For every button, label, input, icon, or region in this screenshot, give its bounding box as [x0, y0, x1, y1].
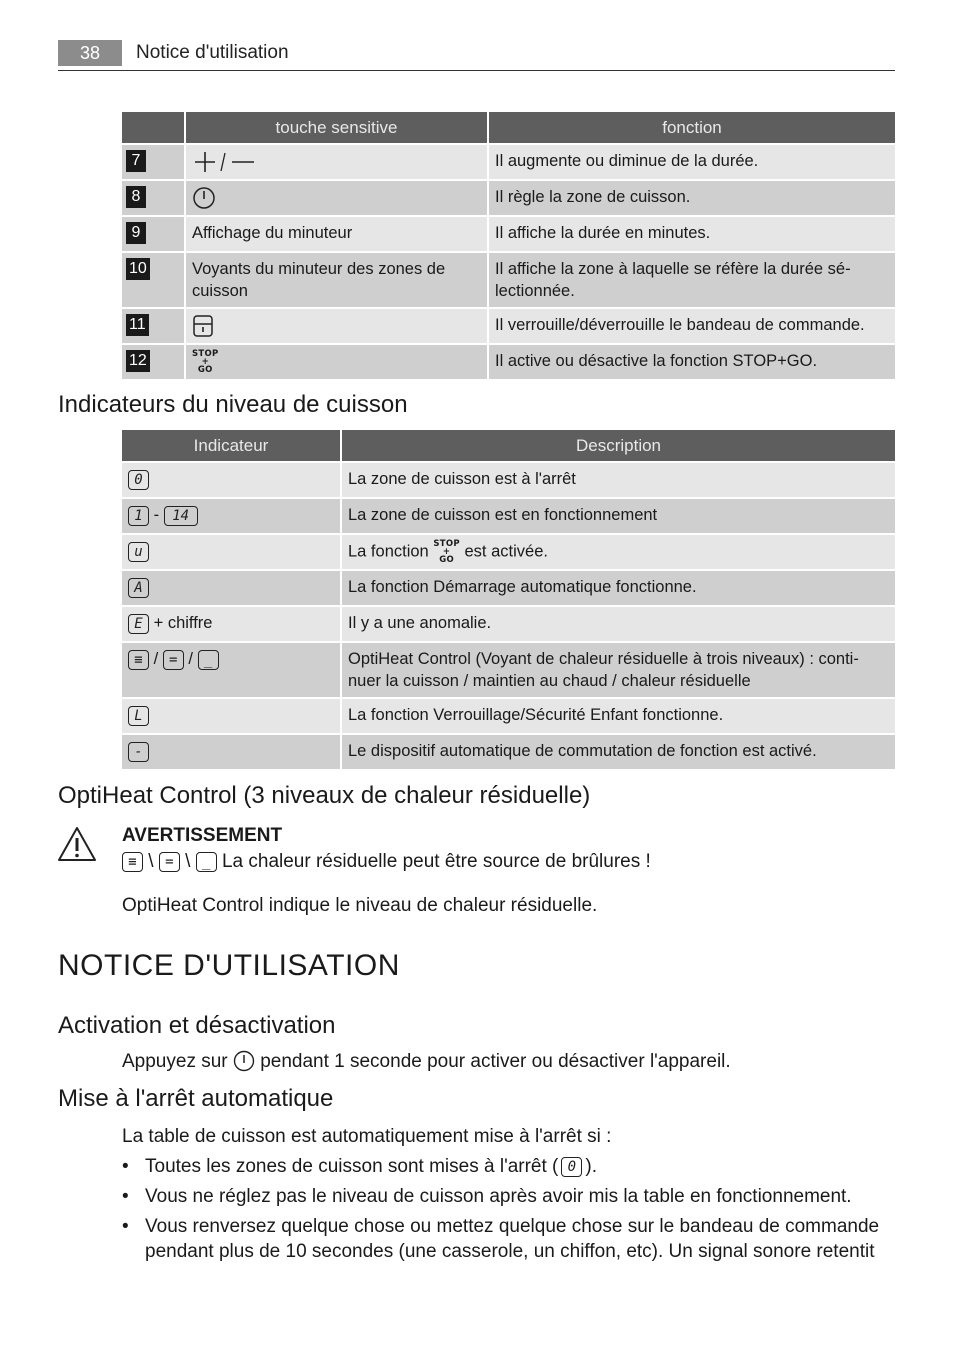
row-number: 7 [126, 150, 146, 172]
indicator-glyph: = [159, 852, 180, 872]
bullet-dot: • [122, 1186, 129, 1207]
warning-title: AVERTISSEMENT [122, 825, 283, 846]
section-title-auto-off: Mise à l'arrêt automatique [58, 1085, 334, 1112]
stop-go-bottom: GO [197, 365, 213, 375]
table-row [122, 735, 895, 769]
table-header-indicator: Indicateur [122, 430, 340, 461]
running-title: Notice d'utilisation [136, 42, 289, 63]
list-item: • Vous renversez quelque chose ou mettez quelque chose sur le bandeau de commande pendant plus de 10 secondes (une casserole, un chiffon, etc). Un signal sonore retentit [122, 1216, 880, 1262]
lock-icon [192, 314, 214, 338]
indicator-glyph: 1 [128, 506, 149, 526]
indicator-glyph: 14 [164, 506, 198, 526]
timer-icon [192, 186, 216, 210]
stop-go-icon [192, 350, 219, 374]
function-cell: Il verrouille/déverrouille le bandeau de commande. [489, 309, 895, 343]
table-row [122, 345, 895, 379]
table-row [122, 309, 895, 343]
description-cell: La fonction STOP + GO est activée. [342, 535, 895, 569]
main-title: NOTICE D'UTILISATION [58, 949, 400, 982]
table-header-key: touche sensitive [186, 112, 487, 143]
description-cell: OptiHeat Control (Voyant de chaleur résiduelle à trois niveaux) : conti-nuer la cuisson / maintien au chaud / chaleur résiduelle [342, 643, 895, 697]
indicator-suffix: + chiffre [153, 614, 213, 632]
table-row [122, 463, 895, 497]
description-cell: La fonction Verrouillage/Sécurité Enfant fonctionne. [342, 699, 895, 733]
table-row [122, 571, 895, 605]
row-number: 8 [126, 186, 146, 208]
section-title-activation: Activation et désactivation [58, 1012, 336, 1039]
table-row [122, 217, 895, 251]
list-item: • Toutes les zones de cuisson sont mises à l'arrêt ( 0 ). [122, 1156, 597, 1177]
table-header-description: Description [342, 430, 895, 461]
description-cell: Le dispositif automatique de commutation de fonction est activé. [342, 735, 895, 769]
auto-off-intro: La table de cuisson est automatiquement mise à l'arrêt si : [122, 1126, 612, 1147]
indicator-glyph: ≡ [122, 852, 143, 872]
table-row [122, 145, 895, 179]
indicator-glyph: 0 [128, 470, 149, 490]
bullet-dot: • [122, 1216, 129, 1237]
warning-icon [57, 826, 97, 862]
optiheat-info: OptiHeat Control indique le niveau de chaleur résiduelle. [122, 895, 598, 916]
activation-text: Appuyez sur pendant 1 seconde pour activer ou désactiver l'appareil. [122, 1051, 731, 1072]
plus-minus-icon [192, 151, 256, 173]
description-cell: La zone de cuisson est à l'arrêt [342, 463, 895, 497]
function-cell: Il règle la zone de cuisson. [489, 181, 895, 215]
indicator-glyph: _ [196, 852, 217, 872]
row-number: 12 [126, 350, 150, 372]
table-header-function: fonction [489, 112, 895, 143]
row-number: 11 [126, 314, 149, 336]
indicator-glyph: L [128, 706, 149, 726]
table-row [122, 499, 895, 533]
indicator-glyph: A [128, 578, 149, 598]
stop-go-icon: STOP + GO [433, 539, 460, 565]
indicator-glyph: _ [198, 650, 219, 670]
function-cell: Il augmente ou diminue de la durée. [489, 145, 895, 179]
table-row: ≡ / = / _ OptiHeat Control (Voyant de chaleur résiduelle à trois niveaux) : conti-nuer la cuisson / maintien au chaud / chaleur résiduelle [122, 643, 895, 697]
key-cell: Affichage du minuteur [186, 217, 487, 251]
sensor-keys-table [120, 110, 897, 381]
table-row [122, 253, 895, 307]
section-title-indicators: Indicateurs du niveau de cuisson [58, 391, 408, 418]
indicator-glyph: u [128, 542, 149, 562]
table-row [122, 535, 895, 569]
row-number: 9 [126, 222, 146, 244]
header-rule [58, 70, 895, 71]
description-cell: La fonction Démarrage automatique fonctionne. [342, 571, 895, 605]
table-row [122, 607, 895, 641]
function-cell: Il affiche la durée en minutes. [489, 217, 895, 251]
list-item: • Vous ne réglez pas le niveau de cuisson après avoir mis la table en fonctionnement. [122, 1186, 852, 1207]
indicator-glyph: E [128, 614, 149, 634]
warning-text: La chaleur résiduelle peut être source de brûlures ! [221, 851, 651, 872]
power-icon [233, 1050, 255, 1072]
stop-go-top: STOP [192, 349, 219, 359]
indicators-table [120, 428, 897, 771]
table-header-number [122, 112, 184, 143]
indicator-glyph: = [163, 650, 184, 670]
row-number: 10 [126, 258, 150, 280]
page-number: 38 [58, 40, 122, 66]
function-cell: Il active ou désactive la fonction STOP+GO. [489, 345, 895, 379]
function-cell: Il affiche la zone à laquelle se réfère la durée sé-lectionnée. [489, 253, 895, 307]
range-dash: - [153, 506, 164, 524]
description-cell: La zone de cuisson est en fonctionnement [342, 499, 895, 533]
warning-line: ≡ \ = \ _ La chaleur résiduelle peut être source de brûlures ! [122, 849, 651, 874]
stop-go-plus: + [201, 357, 209, 367]
indicator-glyph: - [128, 742, 149, 762]
key-cell: Voyants du minuteur des zones de cuisson [186, 253, 487, 307]
description-cell: Il y a une anomalie. [342, 607, 895, 641]
section-title-optiheat: OptiHeat Control (3 niveaux de chaleur résiduelle) [58, 782, 591, 809]
bullet-dot: • [122, 1156, 129, 1177]
indicator-glyph: 0 [561, 1157, 582, 1177]
table-row [122, 699, 895, 733]
indicator-glyph: ≡ [128, 650, 149, 670]
table-row [122, 181, 895, 215]
